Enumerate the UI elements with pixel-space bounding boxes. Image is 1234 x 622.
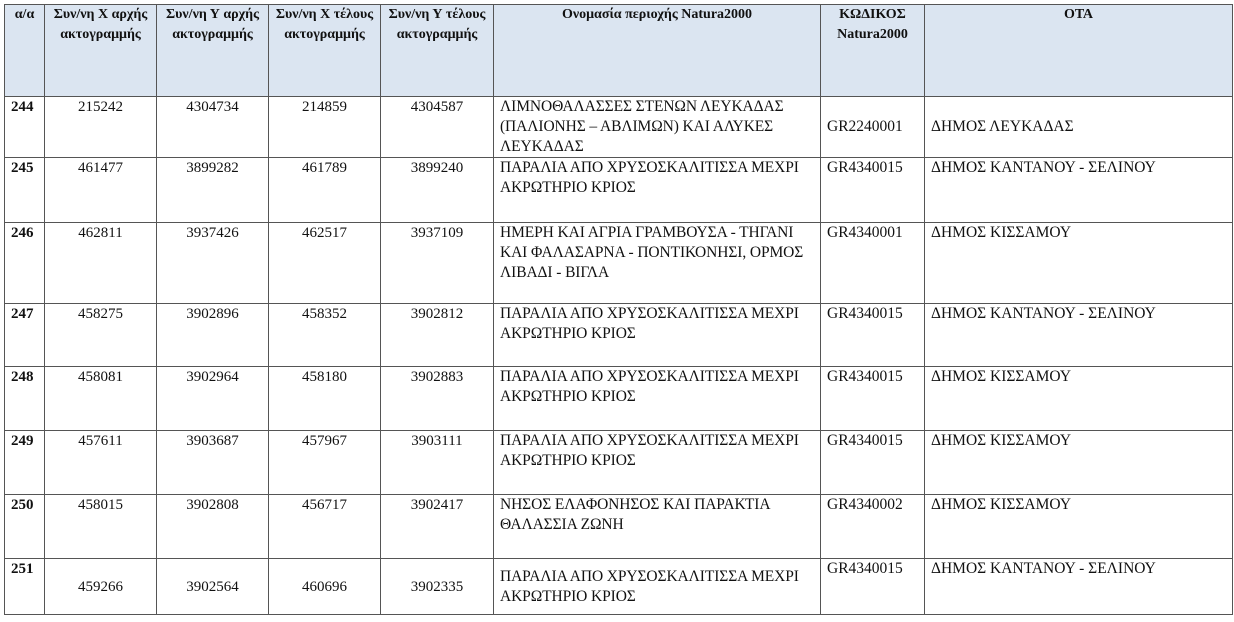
ota-cell: ΔΗΜΟΣ ΚΑΝΤΑΝΟΥ - ΣΕΛΙΝΟΥ xyxy=(925,158,1233,223)
x-start-cell: 457611 xyxy=(45,431,157,495)
ota-cell: ΔΗΜΟΣ ΚΙΣΣΑΜΟΥ xyxy=(925,223,1233,304)
row-number: 249 xyxy=(5,431,45,495)
x-start-cell: 459266 xyxy=(45,559,157,615)
x-end-cell: 458180 xyxy=(269,367,381,431)
x-end-cell: 456717 xyxy=(269,495,381,559)
x-end-cell: 460696 xyxy=(269,559,381,615)
row-number: 247 xyxy=(5,304,45,367)
natura-code-cell: GR4340001 xyxy=(821,223,925,304)
table-row xyxy=(5,431,1233,495)
header-x-end: Συν/νη Χ τέλους ακτογραμμής xyxy=(269,5,381,97)
natura-code-cell: GR2240001 xyxy=(821,97,925,158)
table-row xyxy=(5,304,1233,367)
x-start-cell: 462811 xyxy=(45,223,157,304)
x-start-cell: 458275 xyxy=(45,304,157,367)
header-natura-code: ΚΩΔΙΚΟΣ Natura2000 xyxy=(821,5,925,97)
y-start-cell: 3902808 xyxy=(157,495,269,559)
ota-cell: ΔΗΜΟΣ ΚΙΣΣΑΜΟΥ xyxy=(925,431,1233,495)
header-ota: ΟΤΑ xyxy=(925,5,1233,97)
ota-cell: ΔΗΜΟΣ ΚΑΝΤΑΝΟΥ - ΣΕΛΙΝΟΥ xyxy=(925,559,1233,615)
x-start-cell: 458015 xyxy=(45,495,157,559)
table-row xyxy=(5,158,1233,223)
header-aa: α/α xyxy=(5,5,45,97)
y-start-cell: 3899282 xyxy=(157,158,269,223)
area-name-cell: ΗΜΕΡΗ ΚΑΙ ΑΓΡΙΑ ΓΡΑΜΒΟΥΣΑ - ΤΗΓΑΝΙ ΚΑΙ ΦΑΛΑΣΑΡΝΑ - ΠΟΝΤΙΚΟΝΗΣΙ, ΟΡΜΟΣ ΛΙΒΑΔΙ - ΒΙΓΛΑ xyxy=(494,223,821,304)
table-row xyxy=(5,495,1233,559)
table-row xyxy=(5,97,1233,158)
area-name-cell: ΠΑΡΑΛΙΑ ΑΠΟ ΧΡΥΣΟΣΚΑΛΙΤΙΣΣΑ ΜΕΧΡΙ ΑΚΡΩΤΗΡΙΟ ΚΡΙΟΣ xyxy=(494,559,821,615)
y-start-cell: 3902964 xyxy=(157,367,269,431)
y-start-cell: 3902896 xyxy=(157,304,269,367)
y-start-cell: 4304734 xyxy=(157,97,269,158)
y-end-cell: 3899240 xyxy=(381,158,494,223)
x-start-cell: 461477 xyxy=(45,158,157,223)
x-start-cell: 215242 xyxy=(45,97,157,158)
x-end-cell: 461789 xyxy=(269,158,381,223)
y-end-cell: 3902335 xyxy=(381,559,494,615)
table-header xyxy=(5,5,1233,97)
natura-code-cell: GR4340002 xyxy=(821,495,925,559)
x-end-cell: 457967 xyxy=(269,431,381,495)
x-end-cell: 458352 xyxy=(269,304,381,367)
row-number: 250 xyxy=(5,495,45,559)
natura-coastline-table xyxy=(4,4,1233,615)
area-name-cell: ΛΙΜΝΟΘΑΛΑΣΣΕΣ ΣΤΕΝΩΝ ΛΕΥΚΑΔΑΣ (ΠΑΛΙΟΝΗΣ – ΑΒΛΙΜΩΝ) ΚΑΙ ΑΛΥΚΕΣ ΛΕΥΚΑΔΑΣ xyxy=(494,97,821,158)
row-number: 244 xyxy=(5,97,45,158)
header-x-start: Συν/νη Χ αρχής ακτογραμμής xyxy=(45,5,157,97)
ota-cell: ΔΗΜΟΣ ΚΙΣΣΑΜΟΥ xyxy=(925,367,1233,431)
area-name-cell: ΝΗΣΟΣ ΕΛΑΦΟΝΗΣΟΣ ΚΑΙ ΠΑΡΑΚΤΙΑ ΘΑΛΑΣΣΙΑ ΖΩΝΗ xyxy=(494,495,821,559)
y-end-cell: 3902883 xyxy=(381,367,494,431)
area-name-cell: ΠΑΡΑΛΙΑ ΑΠΟ ΧΡΥΣΟΣΚΑΛΙΤΙΣΣΑ ΜΕΧΡΙ ΑΚΡΩΤΗΡΙΟ ΚΡΙΟΣ xyxy=(494,431,821,495)
ota-cell: ΔΗΜΟΣ ΛΕΥΚΑΔΑΣ xyxy=(925,97,1233,158)
y-start-cell: 3903687 xyxy=(157,431,269,495)
header-row xyxy=(5,5,1233,97)
table-row xyxy=(5,367,1233,431)
natura-code-cell: GR4340015 xyxy=(821,559,925,615)
header-y-start: Συν/νη Υ αρχής ακτογραμμής xyxy=(157,5,269,97)
y-start-cell: 3937426 xyxy=(157,223,269,304)
ota-cell: ΔΗΜΟΣ ΚΙΣΣΑΜΟΥ xyxy=(925,495,1233,559)
y-end-cell: 3902417 xyxy=(381,495,494,559)
y-end-cell: 3903111 xyxy=(381,431,494,495)
header-y-end: Συν/νη Υ τέλους ακτογραμμής xyxy=(381,5,494,97)
natura-code-cell: GR4340015 xyxy=(821,304,925,367)
y-end-cell: 3902812 xyxy=(381,304,494,367)
y-end-cell: 4304587 xyxy=(381,97,494,158)
table-row xyxy=(5,559,1233,615)
row-number: 251 xyxy=(5,559,45,615)
area-name-cell: ΠΑΡΑΛΙΑ ΑΠΟ ΧΡΥΣΟΣΚΑΛΙΤΙΣΣΑ ΜΕΧΡΙ ΑΚΡΩΤΗΡΙΟ ΚΡΙΟΣ xyxy=(494,367,821,431)
row-number: 245 xyxy=(5,158,45,223)
natura-code-cell: GR4340015 xyxy=(821,431,925,495)
table-body xyxy=(5,97,1233,615)
header-area-name: Ονομασία περιοχής Natura2000 xyxy=(494,5,821,97)
area-name-cell: ΠΑΡΑΛΙΑ ΑΠΟ ΧΡΥΣΟΣΚΑΛΙΤΙΣΣΑ ΜΕΧΡΙ ΑΚΡΩΤΗΡΙΟ ΚΡΙΟΣ xyxy=(494,158,821,223)
area-name-cell: ΠΑΡΑΛΙΑ ΑΠΟ ΧΡΥΣΟΣΚΑΛΙΤΙΣΣΑ ΜΕΧΡΙ ΑΚΡΩΤΗΡΙΟ ΚΡΙΟΣ xyxy=(494,304,821,367)
x-start-cell: 458081 xyxy=(45,367,157,431)
table-row xyxy=(5,223,1233,304)
y-end-cell: 3937109 xyxy=(381,223,494,304)
y-start-cell: 3902564 xyxy=(157,559,269,615)
ota-cell: ΔΗΜΟΣ ΚΑΝΤΑΝΟΥ - ΣΕΛΙΝΟΥ xyxy=(925,304,1233,367)
natura-code-cell: GR4340015 xyxy=(821,158,925,223)
row-number: 248 xyxy=(5,367,45,431)
x-end-cell: 462517 xyxy=(269,223,381,304)
natura-code-cell: GR4340015 xyxy=(821,367,925,431)
x-end-cell: 214859 xyxy=(269,97,381,158)
row-number: 246 xyxy=(5,223,45,304)
